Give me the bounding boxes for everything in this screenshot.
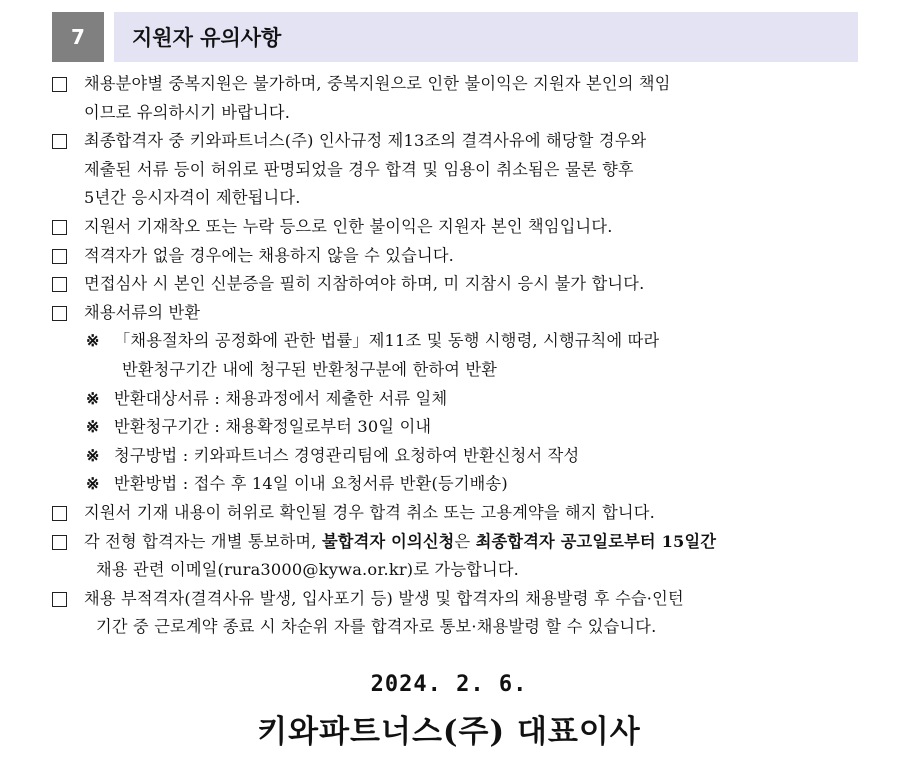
item-text: 5년간 응시자격이 제한됩니다. xyxy=(84,188,301,208)
item-text: 채용 부적격자(결격사유 발생, 입사포기 등) 발생 및 합격자의 채용발령 후 수습·인턴 xyxy=(84,588,684,608)
note-text: 반환방법 : 접수 후 14일 이내 요청서류 반환(등기배송) xyxy=(114,474,508,494)
note-text: 반환대상서류 : 채용과정에서 제출한 서류 일체 xyxy=(114,388,448,408)
list-item xyxy=(52,213,872,242)
reference-mark-icon: ※ xyxy=(86,388,100,408)
item-text: 최종합격자 중 키와파트너스(주) 인사규정 제13조의 결격사유에 해당할 경우와 xyxy=(84,131,647,151)
item-text: 채용서류의 반환 xyxy=(84,302,201,322)
item-text: 지원서 기재착오 또는 누락 등으로 인한 불이익은 지원자 본인 책임입니다. xyxy=(84,216,613,236)
checkbox-icon xyxy=(52,506,67,521)
item-text: 채용분야별 중복지원은 불가하며, 중복지원으로 인한 불이익은 지원자 본인의 책임 xyxy=(84,74,671,93)
reference-mark-icon: ※ xyxy=(86,331,100,351)
checkbox-icon xyxy=(52,249,67,264)
list-item xyxy=(52,585,872,642)
list-item xyxy=(52,528,872,585)
checkbox-icon xyxy=(52,306,67,321)
item-text: 제출된 서류 등이 허위로 판명되었을 경우 합격 및 임용이 취소됨은 물론 향후 xyxy=(84,159,634,179)
notice-list xyxy=(52,70,872,642)
section-header xyxy=(52,12,858,62)
reference-mark-icon: ※ xyxy=(86,445,100,465)
signer-name: 키와파트너스(주) 대표이사 xyxy=(257,714,641,750)
item-text: 적격자가 없을 경우에는 채용하지 않을 수 있습니다. xyxy=(84,245,454,265)
item-text: 지원서 기재 내용이 허위로 확인될 경우 합격 취소 또는 고용계약을 해지 합니다. xyxy=(84,502,655,522)
return-note xyxy=(52,385,872,414)
note-text: 반환청구기간 내에 청구된 반환청구분에 한하여 반환 xyxy=(122,359,498,379)
note-text: 「채용절차의 공정화에 관한 법률」제11조 및 동행 시행령, 시행규칙에 따라 xyxy=(114,331,660,351)
checkbox-icon xyxy=(52,277,67,292)
notice-emphasis: 최종합격자 공고일로부터 15일간 xyxy=(475,531,717,551)
item-text: 면접심사 시 본인 신분증을 필히 지참하여야 하며, 미 지참시 응시 불가 합니다. xyxy=(84,274,645,294)
note-text: 반환청구기간 : 채용확정일로부터 30일 이내 xyxy=(114,417,432,437)
item-text xyxy=(84,528,716,557)
item-text: 기간 중 근로계약 종료 시 차순위 자를 합격자로 통보·채용발령 할 수 있습니다. xyxy=(96,617,657,637)
notice-text: 은 xyxy=(454,531,476,551)
item-text: 이므로 유의하시기 바랍니다. xyxy=(84,102,291,122)
reference-mark-icon: ※ xyxy=(86,474,100,494)
document-date: 2024. 2. 6. xyxy=(370,672,528,697)
list-item xyxy=(52,127,872,213)
checkbox-icon xyxy=(52,134,67,149)
checkbox-icon xyxy=(52,77,67,92)
list-item xyxy=(52,499,872,528)
reference-mark-icon: ※ xyxy=(86,417,100,437)
section-number: 7 xyxy=(52,12,104,62)
item-text: 채용 관련 이메일(rura3000@kywa.or.kr)로 가능합니다. xyxy=(96,560,520,580)
notice-emphasis: 불합격자 이의신청 xyxy=(321,531,455,551)
return-note xyxy=(52,470,872,499)
checkbox-icon xyxy=(52,535,67,550)
checkbox-icon xyxy=(52,592,67,607)
section-title: 지원자 유의사항 xyxy=(114,12,858,62)
return-note xyxy=(52,327,872,384)
list-item xyxy=(52,242,872,271)
checkbox-icon xyxy=(52,220,67,235)
return-note xyxy=(52,413,872,442)
return-note xyxy=(52,442,872,471)
list-item xyxy=(52,70,872,127)
list-item xyxy=(52,299,872,328)
list-item xyxy=(52,270,872,299)
note-text: 청구방법 : 키와파트너스 경영관리팀에 요청하여 반환신청서 작성 xyxy=(114,445,580,465)
notice-text: 각 전형 합격자는 개별 통보하며, xyxy=(84,531,322,551)
